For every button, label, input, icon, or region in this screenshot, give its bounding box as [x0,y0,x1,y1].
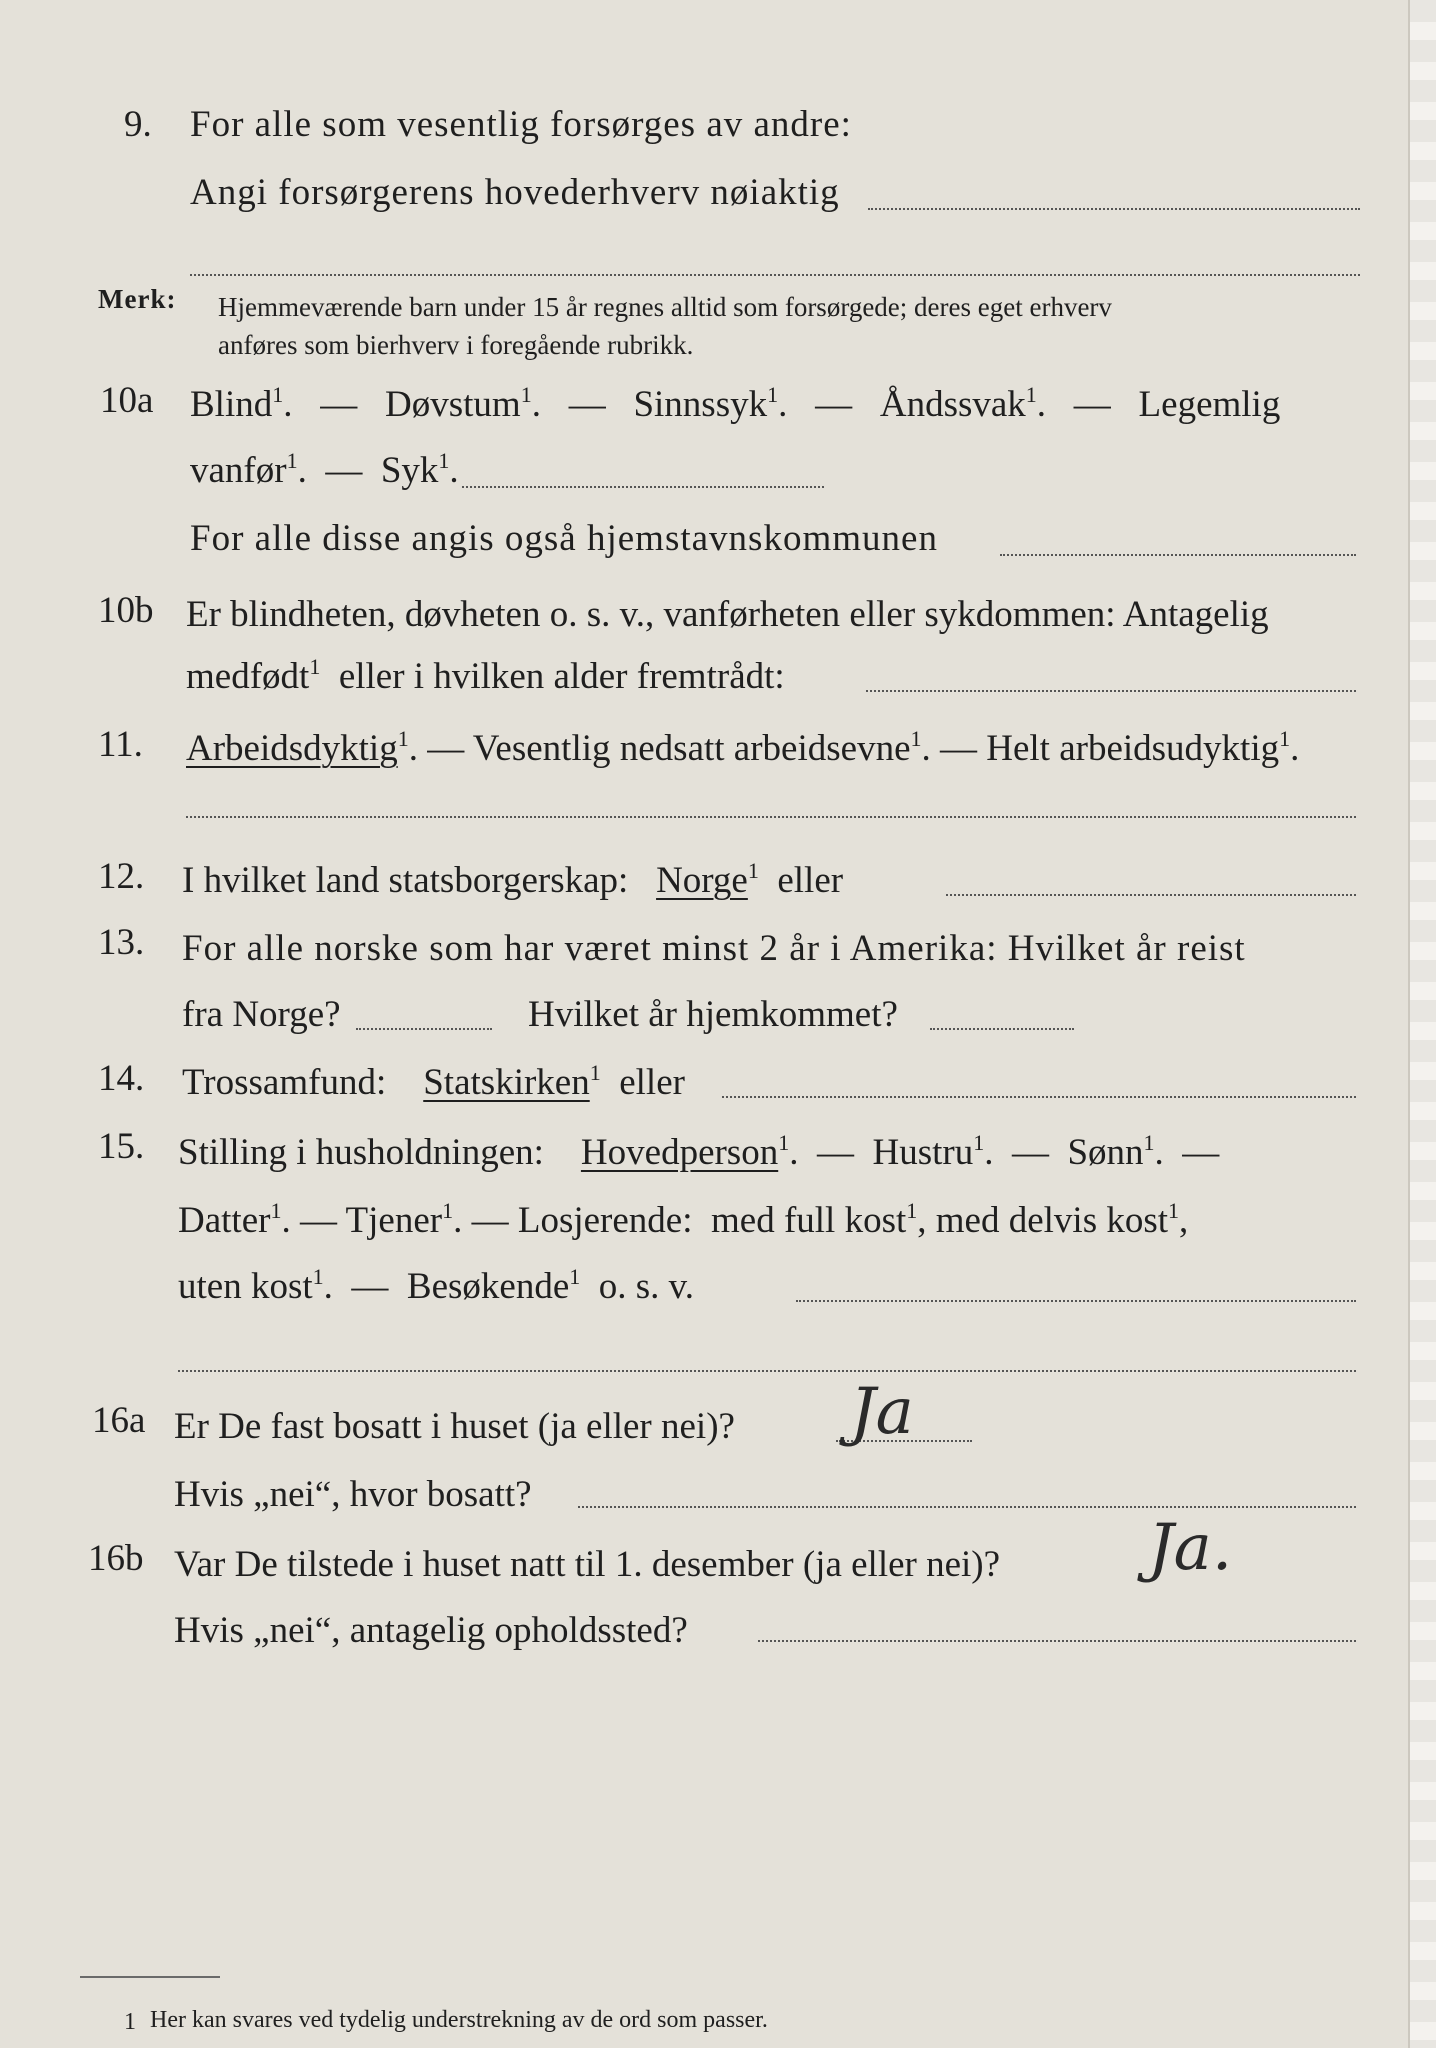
q13-number: 13. [98,922,145,963]
footnote-mark: 1 [124,2009,136,2035]
q10b-number: 10b [98,590,154,631]
q15-option-hustru[interactable]: Hustru [872,1132,974,1173]
q16b-opholdssted-line[interactable] [758,1640,1356,1642]
q10a-line3: For alle disse angis også hjemstavnskommunen [190,518,938,559]
footnote-text: Her kan svares ved tydelig understrekning av de ord som passer. [150,2007,768,2033]
q16a-bosatt-line[interactable] [578,1506,1356,1508]
q15-option-fullkost[interactable]: med full kost [711,1200,907,1241]
merk-line2: anføres som bierhverv i foregående rubrikk. [218,330,694,360]
q15-answer-line-2[interactable] [178,1370,1356,1372]
q11-option-arbeidsdyktig[interactable]: Arbeidsdyktig [186,728,398,769]
q10a-kommune-line[interactable] [1000,554,1356,556]
q15-option-delviskost[interactable]: med delvis kost [935,1200,1169,1241]
q11-option-nedsatt[interactable]: Vesentlig nedsatt arbeidsevne [472,728,911,769]
q12-number: 12. [98,856,145,897]
q14-answer-line[interactable] [722,1096,1356,1098]
q11-number: 11. [98,724,143,765]
q16a-number: 16a [92,1400,146,1441]
q11-option-udyktig[interactable]: Helt arbeidsudyktig [986,728,1280,769]
q9-answer-line[interactable] [868,208,1360,210]
q15-answer-line[interactable] [796,1300,1356,1302]
q15-option-sonn[interactable]: Sønn [1067,1132,1144,1173]
q14-option-statskirken[interactable]: Statskirken [423,1062,590,1103]
q10a-syk-line[interactable] [462,486,824,488]
q15-option-utenkost[interactable]: uten kost [178,1266,313,1307]
q15-line3: uten kost$^1$. — Besøkende$^1$ o. s. v. [178,1264,694,1307]
q10a-line2: vanfør$^1$. — Syk$^1$. [190,448,459,491]
merk-line1: Hjemmeværende barn under 15 år regnes alltid som forsørgede; deres eget erhverv [218,292,1112,322]
q9-number: 9. [124,104,152,145]
footnote-rule [80,1976,220,1978]
q10a-line1: Blind$^1$. — Døvstum$^1$. — Sinnssyk$^1$. — Åndssvak$^1$. — Legemlig [190,382,1281,425]
q10a-option-vanfor[interactable]: vanfør [190,450,287,491]
q12-line: I hvilket land statsborgerskap: Norge$^1$ eller [182,858,844,901]
q10a-option-dovstum[interactable]: Døvstum [385,384,521,425]
q13-fra-line[interactable] [356,1028,492,1030]
q15-option-besokende[interactable]: Besøkende [406,1266,570,1307]
q16a-handwritten-answer[interactable]: Ja [850,1375,914,1449]
q10a-option-syk[interactable]: Syk [380,450,439,491]
q16a-line2: Hvis „nei“, hvor bosatt? [174,1474,532,1515]
q12-answer-line[interactable] [946,894,1356,896]
q15-option-tjener[interactable]: Tjener [345,1200,443,1241]
q9-answer-line-2[interactable] [190,274,1360,276]
q13-hjem: Hvilket år hjemkommet? [528,994,898,1035]
q12-option-norge[interactable]: Norge [656,860,748,901]
q15-option-hovedperson[interactable]: Hovedperson [580,1132,779,1173]
q13-line1: For alle norske som har været minst 2 år i Amerika: Hvilket år reist [182,928,1246,969]
q10b-option-medfodt[interactable]: medfødt [186,656,310,697]
q15-number: 15. [98,1126,145,1167]
q9-line1: For alle som vesentlig forsørges av andre: [190,104,852,145]
q10b-line1: Er blindheten, døvheten o. s. v., vanførheten eller sykdommen: Antagelig [186,594,1269,635]
merk-label: Merk: [98,284,177,314]
q13-hjem-line[interactable] [930,1028,1074,1030]
q10a-option-andssvak[interactable]: Åndssvak [879,384,1026,425]
q10a-option-blind[interactable]: Blind [190,384,273,425]
q11-answer-line[interactable] [186,816,1356,818]
q16b-number: 16b [88,1538,144,1579]
q14-line: Trossamfund: Statskirken$^1$ eller [182,1060,685,1103]
q16a-line1: Er De fast bosatt i huset (ja eller nei)? [174,1406,735,1447]
q10a-option-sinnssyk[interactable]: Sinnssyk [633,384,768,425]
q13-fra: fra Norge? [182,994,341,1035]
q10a-number: 10a [100,380,154,421]
q9-line2: Angi forsørgerens hovederhverv nøiaktig [190,172,840,213]
q15-option-datter[interactable]: Datter [178,1200,271,1241]
q16b-line1: Var De tilstede i huset natt til 1. desember (ja eller nei)? [174,1544,1001,1585]
q10b-line2: medfødt$^1$ eller i hvilken alder fremtrådt: [186,654,785,697]
q15-line1: Stilling i husholdningen: Hovedperson$^1$. — Hustru$^1$. — Sønn$^1$. — [178,1130,1220,1173]
q16b-line2: Hvis „nei“, antagelig opholdssted? [174,1610,688,1651]
q10b-age-line[interactable] [866,690,1356,692]
q16b-handwritten-answer[interactable]: Ja. [1148,1511,1233,1585]
torn-page-edge [1408,0,1436,2048]
q15-line2: Datter$^1$. — Tjener$^1$. — Losjerende: med full kost$^1$, med delvis kost$^1$, [178,1198,1189,1241]
q14-number: 14. [98,1058,145,1099]
q10a-option-legemlig[interactable]: Legemlig [1138,384,1281,425]
q11-options: Arbeidsdyktig$^1$. — Vesentlig nedsatt arbeidsevne$^1$. — Helt arbeidsudyktig$^1$. [186,726,1300,769]
